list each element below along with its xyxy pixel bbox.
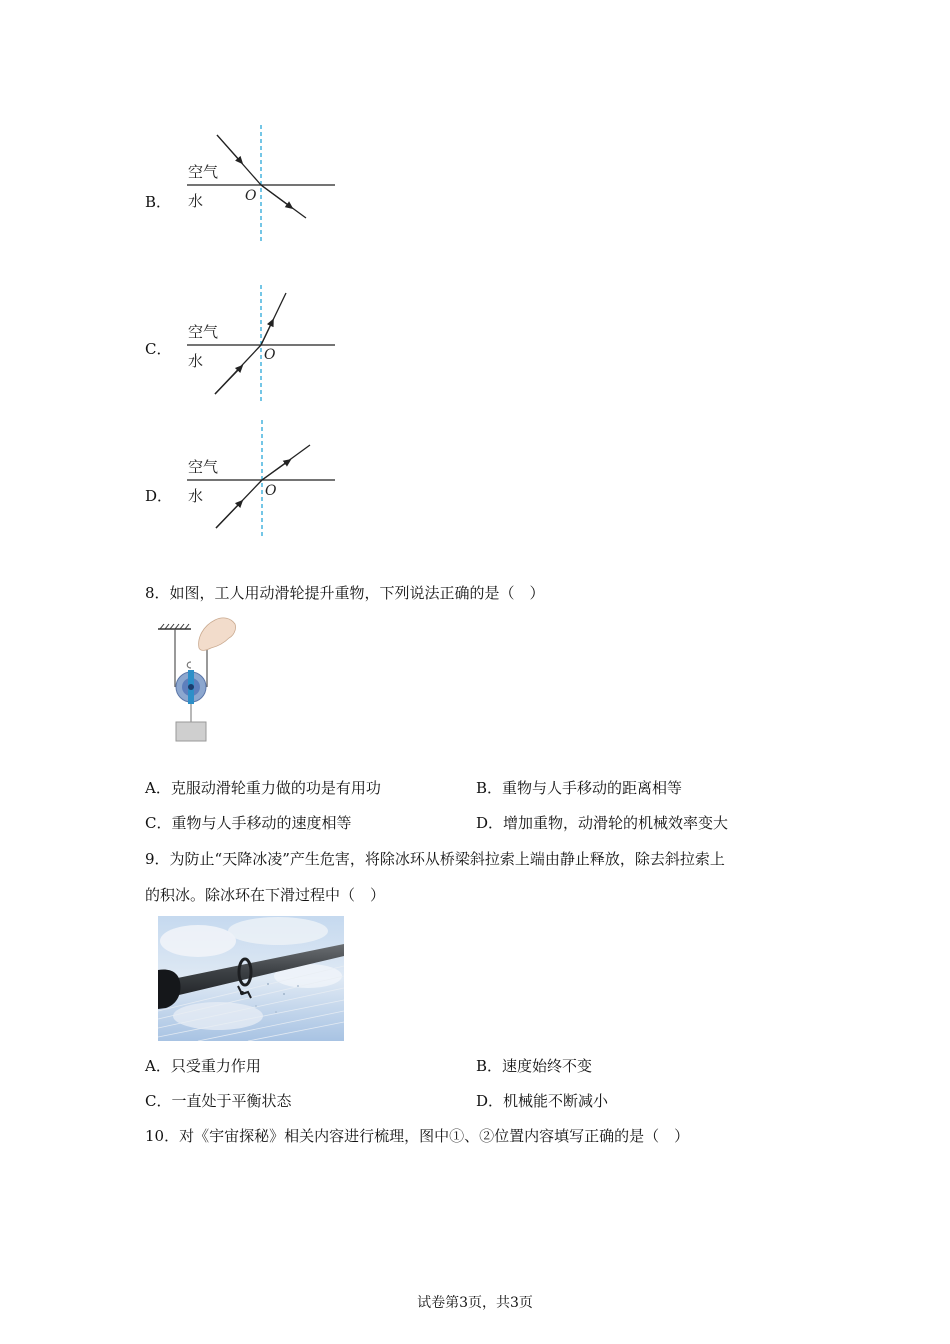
q9-option-d: D．机械能不断减小 (476, 1092, 609, 1110)
option-letter-d: D． (145, 487, 173, 505)
refraction-diagram-b (180, 120, 340, 250)
weight-block (176, 722, 206, 741)
q8-option-a: A．克服动滑轮重力做的功是有用功 (145, 779, 381, 797)
incident-arrow (215, 366, 242, 394)
label-origin: O (245, 188, 257, 204)
label-water: 水 (188, 487, 204, 505)
pulley-axle (188, 684, 194, 690)
deicing-ring-photo (158, 916, 344, 1041)
label-air: 空气 (188, 163, 219, 181)
label-water: 水 (188, 352, 204, 370)
q8-option-b: B．重物与人手移动的距离相等 (476, 779, 683, 797)
refraction-diagram-d (180, 418, 340, 540)
question-9-stem-line1: 9．为防止“天降冰凌”产生危害，将除冰环从桥梁斜拉索上端由静止释放，除去斜拉索上 (145, 850, 725, 868)
label-air: 空气 (188, 323, 219, 341)
incident-arrow (216, 501, 242, 528)
movable-pulley-figure (155, 612, 241, 746)
q9-option-a: A．只受重力作用 (145, 1057, 261, 1075)
question-9-stem-line2: 的积冰。除冰环在下滑过程中（ ） (145, 886, 386, 904)
question-10-stem: 10．对《宇宙探秘》相关内容进行梳理，图中①、②位置内容填写正确的是（ ） (145, 1127, 690, 1145)
q8-option-c: C．重物与人手移动的速度相等 (145, 814, 352, 832)
incident-arrow (217, 135, 242, 163)
refraction-diagram-c (180, 282, 340, 404)
label-origin: O (265, 483, 277, 499)
label-air: 空气 (188, 458, 219, 476)
q9-option-c: C．一直处于平衡状态 (145, 1092, 292, 1110)
page-footer: 试卷第3页，共3页 (417, 1295, 533, 1311)
refracted-arrow (262, 460, 290, 480)
refracted-arrow (261, 320, 273, 345)
label-water: 水 (188, 192, 204, 210)
option-letter-c: C． (145, 340, 172, 358)
refracted-arrow (261, 185, 292, 208)
q9-option-b: B．速度始终不变 (476, 1057, 593, 1075)
q8-option-d: D．增加重物，动滑轮的机械效率变大 (476, 814, 729, 832)
option-letter-b: B． (145, 193, 172, 211)
hand (199, 618, 236, 650)
question-8-stem: 8．如图，工人用动滑轮提升重物，下列说法正确的是（ ） (145, 584, 545, 602)
pulley-hook (187, 662, 191, 668)
label-origin: O (264, 347, 276, 363)
